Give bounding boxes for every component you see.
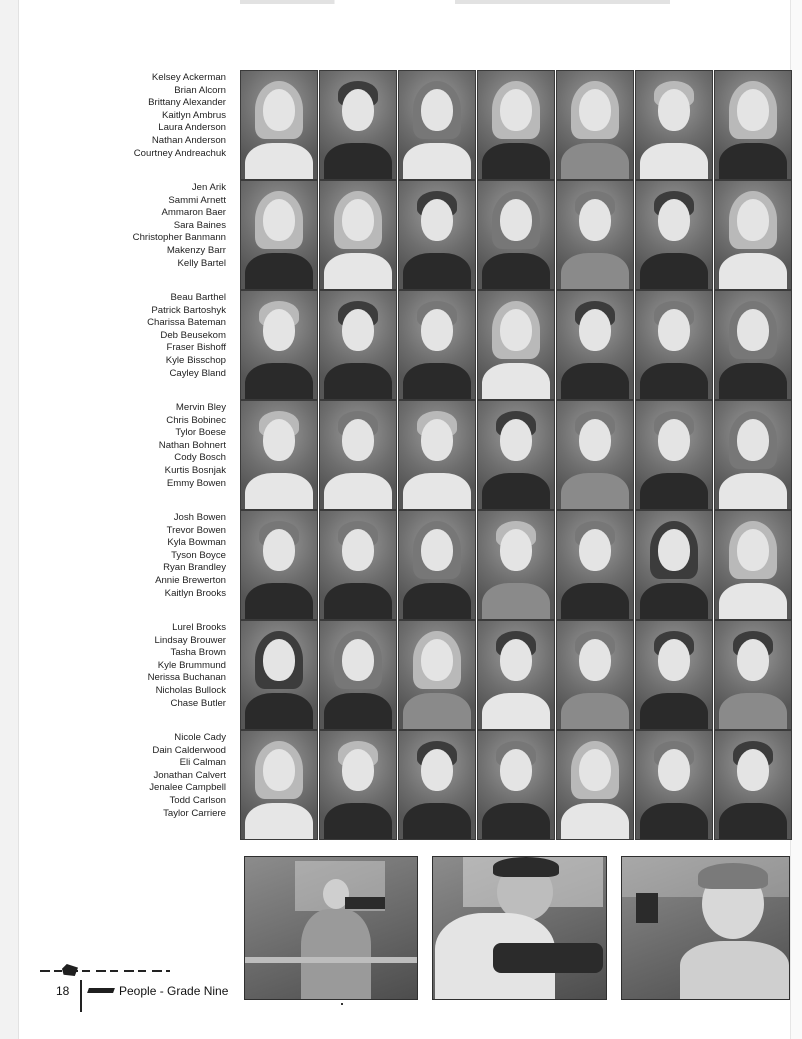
student-name: Brittany Alexander: [148, 97, 226, 109]
student-portrait: [319, 180, 397, 290]
student-name: Eli Calman: [179, 757, 226, 769]
student-name: Kaitlyn Brooks: [164, 587, 226, 599]
photo-group-5: [0, 510, 802, 620]
student-portrait: [398, 620, 476, 730]
student-portrait: [556, 620, 634, 730]
student-portrait: [635, 70, 713, 180]
student-portrait: [714, 180, 792, 290]
student-name: Ryan Brandley: [163, 562, 226, 574]
photo-group-6: [0, 620, 802, 730]
student-name: Cayley Bland: [169, 367, 226, 379]
student-portrait: [240, 70, 318, 180]
photo-group-1: [0, 70, 802, 180]
footer-ornament-icon: [62, 964, 78, 976]
student-portrait: [240, 290, 318, 400]
student-portrait: [714, 510, 792, 620]
student-name: Emmy Bowen: [166, 477, 226, 489]
student-name: Makenzy Barr: [166, 244, 226, 256]
student-portrait: [398, 290, 476, 400]
student-name: Christopher Banmann: [132, 232, 226, 244]
student-name: Nicholas Bullock: [155, 684, 226, 696]
student-portrait: [240, 180, 318, 290]
student-portrait: [319, 620, 397, 730]
name-list: [60, 622, 226, 710]
student-name: Annie Brewerton: [155, 574, 226, 586]
section-title: People - Grade Nine: [119, 984, 229, 998]
student-name: Kurtis Bosnjak: [164, 464, 226, 476]
student-name: Deb Beusekom: [160, 329, 226, 341]
candid-photo-computer-lab: [621, 856, 790, 1000]
student-portrait: [398, 510, 476, 620]
student-portrait: [477, 400, 555, 510]
photo-group-3: [0, 290, 802, 400]
student-portrait: [635, 180, 713, 290]
student-name: Kyle Brummund: [157, 659, 226, 671]
student-name: Kyle Bisschop: [165, 354, 226, 366]
student-name: Tasha Brown: [170, 647, 226, 659]
student-name: Lurel Brooks: [172, 622, 226, 633]
name-list: [60, 292, 226, 380]
student-name: Mervin Bley: [175, 402, 226, 413]
footer-rule: [40, 970, 170, 972]
student-name: Brian Alcorn: [174, 84, 226, 96]
student-name: Nathan Anderson: [151, 134, 226, 146]
student-name: Tylor Boese: [175, 427, 226, 439]
student-portrait: [556, 400, 634, 510]
student-name: Jen Arik: [191, 182, 226, 193]
student-portrait: [398, 400, 476, 510]
student-portrait: [319, 290, 397, 400]
student-name: Chase Butler: [170, 697, 226, 709]
student-portrait: [556, 180, 634, 290]
student-portrait: [477, 290, 555, 400]
footer-dash-icon: [87, 988, 115, 993]
student-portrait: [635, 400, 713, 510]
portrait-row: [240, 70, 788, 180]
student-name: Patrick Bartoshyk: [151, 304, 226, 316]
student-portrait: [477, 620, 555, 730]
portrait-row: [240, 290, 788, 400]
footer-divider: [80, 980, 82, 1012]
student-portrait: [240, 510, 318, 620]
candid-photo-classroom: [244, 856, 418, 1000]
photo-group-4: [0, 400, 802, 510]
photo-group-7: [0, 730, 802, 840]
student-name: Jonathan Calvert: [153, 769, 226, 781]
student-portrait: [714, 400, 792, 510]
candid-photo-desk: [432, 856, 607, 1000]
portrait-row: [240, 400, 788, 510]
student-portrait: [635, 620, 713, 730]
student-portrait: [556, 510, 634, 620]
student-name: Laura Anderson: [158, 122, 226, 134]
student-portrait: [240, 730, 318, 840]
student-portrait: [319, 730, 397, 840]
portrait-row: [240, 180, 788, 290]
student-name: Taylor Carriere: [163, 807, 226, 819]
student-name: Nicole Cady: [174, 732, 226, 743]
name-list: [60, 72, 226, 160]
student-name: Courtney Andreachuk: [133, 147, 226, 159]
name-list: [60, 402, 226, 490]
portrait-row: [240, 620, 788, 730]
student-name: Chris Bobinec: [166, 414, 226, 426]
student-name: Dain Calderwood: [152, 744, 226, 756]
page-footer: [40, 962, 240, 1022]
student-name: Nerissa Buchanan: [147, 672, 226, 684]
student-name: Fraser Bishoff: [166, 342, 226, 354]
photo-group-2: [0, 180, 802, 290]
student-name: Kaitlyn Ambrus: [162, 109, 226, 121]
student-portrait: [398, 730, 476, 840]
student-name: Cody Bosch: [174, 452, 226, 464]
student-portrait: [240, 400, 318, 510]
student-name: Sammi Arnett: [168, 194, 226, 206]
student-portrait: [477, 510, 555, 620]
top-scan-mark: [240, 0, 670, 4]
name-list: [60, 512, 226, 600]
student-name: Beau Barthel: [170, 292, 226, 303]
student-name: Kelly Bartel: [177, 257, 226, 269]
student-name: Charissa Bateman: [147, 317, 226, 329]
student-portrait: [477, 730, 555, 840]
student-name: Sara Baines: [173, 219, 226, 231]
student-portrait: [714, 620, 792, 730]
student-portrait: [714, 70, 792, 180]
student-name: Todd Carlson: [169, 794, 226, 806]
scan-dot: [341, 1003, 343, 1005]
student-portrait: [556, 290, 634, 400]
name-list: [60, 182, 226, 270]
student-portrait: [477, 180, 555, 290]
student-name: Kyla Bowman: [167, 537, 226, 549]
student-name: Nathan Bohnert: [158, 439, 226, 451]
student-name: Ammaron Baer: [161, 207, 226, 219]
student-portrait: [319, 510, 397, 620]
name-list: [60, 732, 226, 820]
student-portrait: [635, 290, 713, 400]
student-portrait: [477, 70, 555, 180]
student-portrait: [240, 620, 318, 730]
student-portrait: [398, 180, 476, 290]
student-name: Josh Bowen: [173, 512, 226, 523]
student-portrait: [556, 730, 634, 840]
student-name: Jenalee Campbell: [149, 782, 226, 794]
student-portrait: [714, 290, 792, 400]
student-portrait: [398, 70, 476, 180]
student-name: Lindsay Brouwer: [154, 634, 226, 646]
portrait-row: [240, 510, 788, 620]
student-portrait: [714, 730, 792, 840]
student-name: Tyson Boyce: [171, 549, 226, 561]
student-name: Trevor Bowen: [166, 524, 226, 536]
student-portrait: [635, 510, 713, 620]
student-portrait: [319, 400, 397, 510]
portrait-row: [240, 730, 788, 840]
page-number: 18: [56, 984, 70, 998]
student-portrait: [635, 730, 713, 840]
student-portrait: [556, 70, 634, 180]
student-portrait: [319, 70, 397, 180]
student-name: Kelsey Ackerman: [151, 72, 226, 83]
